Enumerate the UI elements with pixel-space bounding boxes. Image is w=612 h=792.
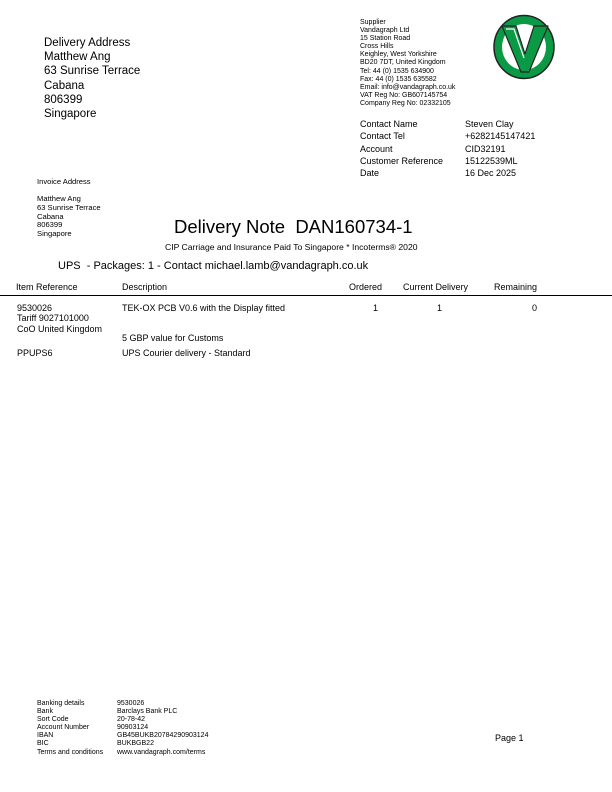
contact-name-value: Steven Clay (465, 119, 514, 129)
bic-value: BUKBGB22 (117, 740, 154, 748)
banking-row (37, 700, 208, 708)
invoice-address-heading: Invoice Address (37, 177, 91, 186)
invoice-address-line: 63 Sunrise Terrace (37, 202, 101, 212)
delivery-address-line: 806399 (44, 93, 83, 106)
sort-code-value: 20-78-42 (117, 716, 146, 724)
customer-reference-label: Customer Reference (360, 155, 444, 166)
v-logo-icon (493, 14, 555, 80)
delivery-address-line: Matthew Ang (44, 51, 111, 64)
delivery-address-line: Cabana (44, 79, 85, 92)
remaining-quantity: 0 (531, 303, 537, 313)
account-number-label: Account Number (37, 724, 90, 732)
ordered-quantity: 1 (372, 303, 378, 313)
delivery-address-line: 63 Sunrise Terrace (44, 65, 141, 78)
contact-row (360, 155, 535, 167)
account-value: CID32191 (465, 143, 506, 154)
supplier-line: Keighley, West Yorkshire (360, 51, 437, 59)
supplier-fax: Fax: 44 (0) 1535 635582 (360, 75, 437, 83)
current-delivery-quantity: 1 (436, 303, 442, 313)
delivery-address (44, 36, 140, 121)
tariff-code: Tariff 9027101000 (17, 313, 89, 324)
banking-row (37, 740, 208, 748)
incoterms-line: CIP Carriage and Insurance Paid To Singapore * Incoterms® 2020 (165, 242, 418, 252)
item-reference-cell: PPUPS6 (17, 348, 53, 358)
item-description: UPS Courier delivery - Standard (122, 348, 251, 358)
sort-code-label: Sort Code (37, 716, 69, 724)
contact-row (360, 167, 535, 179)
document-title: Delivery Note DAN160734-1 (174, 216, 413, 237)
delivery-address-line: Singapore (44, 108, 97, 121)
supplier-line: BD20 7DT, United Kingdom (360, 59, 446, 67)
date-value: 16 Dec 2025 (465, 168, 517, 179)
invoice-address-line: Singapore (37, 229, 72, 239)
item-code: 9530026 (17, 303, 53, 313)
contact-row (360, 130, 535, 142)
bank-label: Bank (37, 708, 53, 716)
banking-value: 9530026 (117, 700, 145, 707)
invoice-address (37, 195, 101, 239)
vandagraph-logo (493, 14, 555, 80)
contact-tel-label: Contact Tel (360, 131, 405, 142)
banking-row (37, 708, 208, 716)
account-label: Account (360, 143, 393, 154)
terms-label: Terms and conditions (37, 748, 104, 756)
supplier-company-reg: Company Reg No: 02332105 (360, 99, 451, 107)
column-header-ordered: Ordered (348, 282, 382, 292)
supplier-email: Email: info@vandagraph.co.uk (360, 83, 456, 91)
bic-label: BIC (37, 740, 49, 748)
supplier-line: Cross Hills (360, 43, 394, 51)
carrier-line: UPS - Packages: 1 - Contact michael.lamb@vandagraph.co.uk (58, 260, 369, 272)
supplier-label: Supplier (360, 19, 386, 26)
supplier-vat: VAT Reg No: GB607145754 (360, 91, 448, 99)
contact-name-label: Contact Name (360, 119, 418, 129)
supplier-tel: Tel: 44 (0) 1535 634900 (360, 67, 434, 75)
supplier-details (360, 19, 455, 108)
invoice-address-line: 806399 (37, 220, 63, 230)
banking-row (37, 749, 208, 757)
column-header-item-reference: Item Reference (16, 282, 78, 292)
contact-tel-value: +6282145147421 (465, 131, 536, 142)
supplier-line: 15 Station Road (360, 35, 411, 43)
delivery-address-heading: Delivery Address (44, 37, 131, 49)
banking-label: Banking details (37, 700, 85, 707)
banking-row (37, 724, 208, 732)
item-description: TEK-OX PCB V0.6 with the Display fitted (122, 303, 286, 313)
invoice-address-line: Cabana (37, 211, 64, 221)
column-header-remaining: Remaining (493, 282, 537, 292)
item-reference-cell (17, 303, 102, 334)
column-header-current-delivery: Current Delivery (402, 282, 468, 292)
contact-row (360, 118, 535, 130)
supplier-name: Vandagraph Ltd (360, 27, 410, 35)
header-divider (0, 295, 612, 296)
account-number-value: 90903124 (117, 724, 149, 732)
customs-note: 5 GBP value for Customs (122, 333, 224, 343)
invoice-address-line: Matthew Ang (37, 194, 81, 203)
column-header-description: Description (122, 282, 168, 292)
customer-reference-value: 15122539ML (465, 155, 518, 166)
country-of-origin: CoO United Kingdom (17, 323, 103, 334)
iban-label: IBAN (37, 732, 54, 740)
terms-value: www.vandagraph.com/terms (117, 748, 206, 756)
contact-row (360, 143, 535, 155)
banking-row (37, 716, 208, 724)
banking-row (37, 732, 208, 740)
iban-value: GB45BUKB20784290903124 (117, 732, 209, 740)
bank-value: Barclays Bank PLC (117, 708, 178, 716)
contact-details (360, 118, 535, 179)
banking-details (37, 700, 208, 757)
page-number: Page 1 (495, 733, 524, 743)
date-label: Date (360, 168, 380, 179)
